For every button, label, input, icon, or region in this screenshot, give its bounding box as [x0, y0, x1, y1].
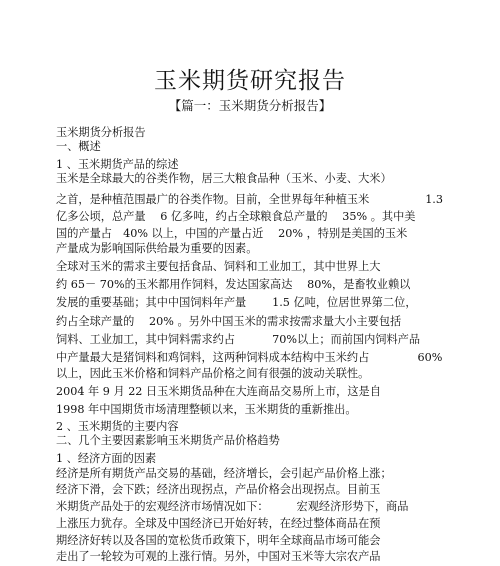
document-title: 玉米期货研究报告 [154, 68, 346, 94]
text-line: 上涨压力犹存。全球及中国经济已开始好转，在经过整体商品在预 [56, 517, 381, 530]
text-line: 发展的重要基础；其中中国饲料年产量 1.5 亿吨，位居世界第二位， [56, 296, 417, 309]
text-line: 1998 年中国期货市场清理整顿以来，玉米期货的重新推出。 [56, 403, 357, 416]
text-line: 1 、玉米期货产品的综述 [56, 158, 179, 171]
document-subtitle: 【篇一：玉米期货分析报告】 [168, 98, 332, 113]
text-line: 饲料、工业加工，其中饲料需求约占 70%以上；而前国内饲料产品 [56, 333, 421, 346]
text-line: 亿多公顷，总产量 6 亿多吨，约占全球粮食总产量的 35% 。其中美 [56, 210, 416, 223]
text-line: 玉米期货分析报告 [56, 126, 146, 139]
text-line: 以上，因此玉米价格和饲料产品价格之间有很强的波动关联性。 [56, 367, 370, 380]
text-line: 国的产量占 40% 以上，中国的产量占近 20% ，特别是美国的玉米 [56, 227, 408, 240]
text-line: 走出了一轮较为可观的上涨行情。另外，中国对玉米等大宗农产品 [56, 550, 381, 563]
text-line: 2 、玉米期货的主要内容 [56, 420, 179, 433]
text-line: 期经济好转以及各国的宽松货币政策下，明年全球商品市场可能会 [56, 534, 381, 547]
text-line: 一、概述 [56, 140, 101, 153]
text-line: 中产量最大是猪饲料和鸡饲料，这两种饲料成本结构中玉米约占 60% [56, 351, 443, 364]
text-line: 约 65－ 70%的玉米都用作饲料，发达国家高达 80%，是畜牧业赖以 [56, 278, 411, 291]
text-line: 1 、经济方面的因素 [56, 452, 157, 465]
text-line: 约占全球产量的 20% 。另外中国玉米的需求按需求量大小主要包括 [56, 315, 402, 328]
text-line: 2004 年 9 月 22 日玉米期货品种在大连商品交易所上市，这是自 [56, 385, 381, 398]
text-line: 全球对玉米的需求主要包括食品、饲料和工业加工，其中世界上大 [56, 260, 381, 273]
text-line: 经济下滑，会下跌；经济出现拐点，产品价格会出现拐点。目前玉 [56, 483, 381, 496]
text-line: 米期货产品处于的宏观经济市场情况如下： 宏观经济形势下，商品 [56, 500, 409, 513]
text-line: 产量成为影响国际供给最为重要的因素。 [56, 242, 258, 255]
text-line: 玉米是全球最大的谷类作物，居三大粮食品种（玉米、小麦、大米） [56, 172, 392, 185]
text-line: 经济是所有期货产品交易的基础，经济增长，会引起产品价格上涨； [56, 467, 392, 480]
text-line: 二、几个主要因素影响玉米期货产品价格趋势 [56, 434, 280, 447]
text-line: 之首，是种植范围最广的谷类作物。目前，全世界每年种植玉米 1.3 [56, 193, 443, 206]
